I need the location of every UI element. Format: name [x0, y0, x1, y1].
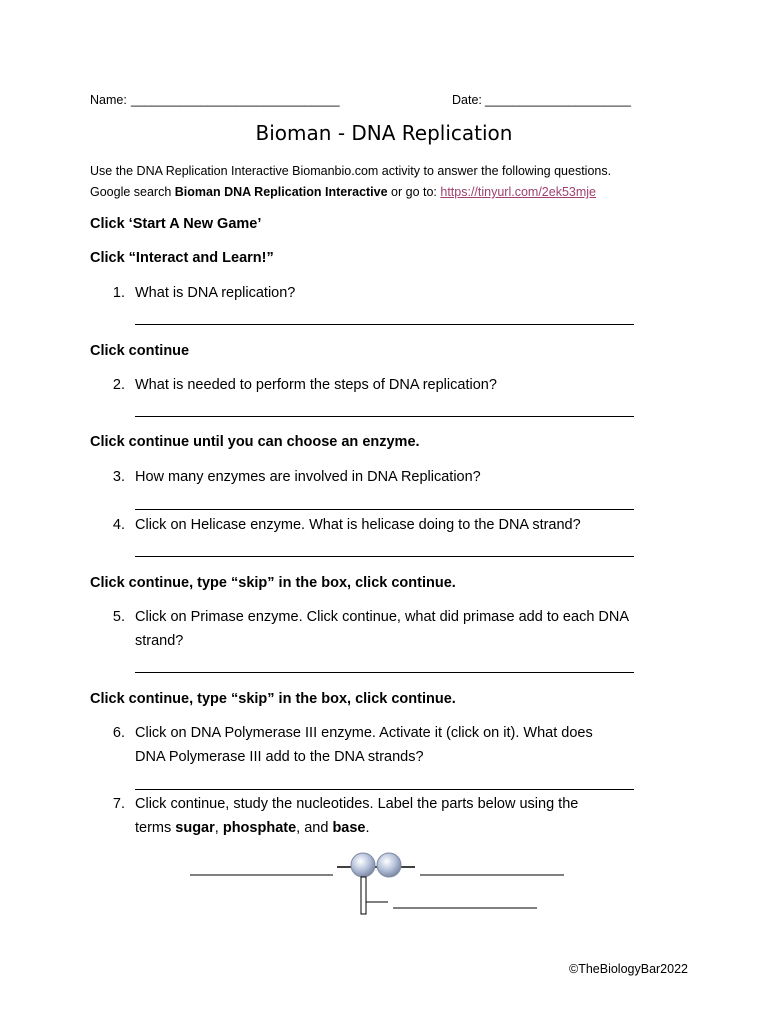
intro-line-2 — [90, 185, 596, 199]
instruction-start-game: Click ‘Start A New Game’ — [90, 216, 262, 232]
base-stem-icon — [361, 877, 366, 914]
answer-line-4[interactable] — [135, 556, 634, 557]
question-7-line-2 — [135, 820, 370, 836]
question-1-text: What is DNA replication? — [135, 285, 296, 301]
question-2-text: What is needed to perform the steps of DNA replication? — [135, 377, 497, 393]
phosphate-circle-icon — [351, 853, 375, 877]
question-1-number: 1. — [112, 285, 125, 301]
instruction-skip-1: Click continue, type “skip” in the box, click continue. — [90, 575, 456, 591]
instruction-skip-2: Click continue, type “skip” in the box, click continue. — [90, 691, 456, 707]
page-title: Bioman - DNA Replication — [255, 121, 513, 145]
terms-end: . — [365, 820, 370, 836]
question-6-line-2: DNA Polymerase III add to the DNA strands? — [135, 749, 424, 765]
question-5-line-1: Click on Primase enzyme. Click continue, what did primase add to each DNA — [135, 609, 630, 625]
question-6-number: 6. — [112, 725, 125, 741]
question-6-line-1: Click on DNA Polymerase III enzyme. Activate it (click on it). What does — [135, 725, 593, 741]
instruction-choose-enzyme: Click continue until you can choose an enzyme. — [90, 434, 420, 450]
question-2-number: 2. — [112, 377, 125, 393]
term-sugar: sugar — [175, 820, 215, 836]
question-7-line-1: Click continue, study the nucleotides. Label the parts below using the — [135, 796, 579, 812]
intro-search-prefix: Google search — [90, 185, 175, 199]
terms-sep-2: , and — [296, 820, 333, 836]
terms-sep-1: , — [214, 820, 223, 836]
question-7-number: 7. — [112, 796, 125, 812]
question-4-number: 4. — [112, 517, 125, 533]
intro-line-1: Use the DNA Replication Interactive Biomanbio.com activity to answer the following questions. — [90, 164, 612, 178]
answer-line-5[interactable] — [135, 672, 634, 673]
question-3-number: 3. — [112, 469, 125, 485]
term-base: base — [332, 820, 366, 836]
date-blank: _____________________ — [485, 93, 631, 107]
instruction-continue: Click continue — [90, 343, 190, 359]
tinyurl-link[interactable]: https://tinyurl.com/2ek53mje — [440, 185, 596, 199]
answer-line-1[interactable] — [135, 324, 634, 325]
question-3-text: How many enzymes are involved in DNA Replication? — [135, 469, 481, 485]
name-label: Name: — [90, 93, 127, 107]
nucleotide-diagram — [0, 840, 768, 930]
question-5-line-2: strand? — [135, 633, 184, 649]
answer-line-2[interactable] — [135, 416, 634, 417]
terms-prefix: terms — [135, 820, 176, 836]
question-4-text: Click on Helicase enzyme. What is helicase doing to the DNA strand? — [135, 517, 581, 533]
intro-goto-text: or go to: — [387, 185, 441, 199]
answer-line-3[interactable] — [135, 509, 634, 510]
instruction-interact-learn: Click “Interact and Learn!” — [90, 250, 274, 266]
date-label: Date: — [452, 93, 482, 107]
answer-line-6[interactable] — [135, 789, 634, 790]
copyright-footer: ©TheBiologyBar2022 — [568, 962, 688, 976]
sugar-circle-icon — [377, 853, 401, 877]
question-5-number: 5. — [112, 609, 125, 625]
term-phosphate: phosphate — [222, 820, 297, 836]
intro-search-term: Bioman DNA Replication Interactive — [174, 185, 388, 199]
name-blank: ______________________________ — [131, 93, 340, 107]
